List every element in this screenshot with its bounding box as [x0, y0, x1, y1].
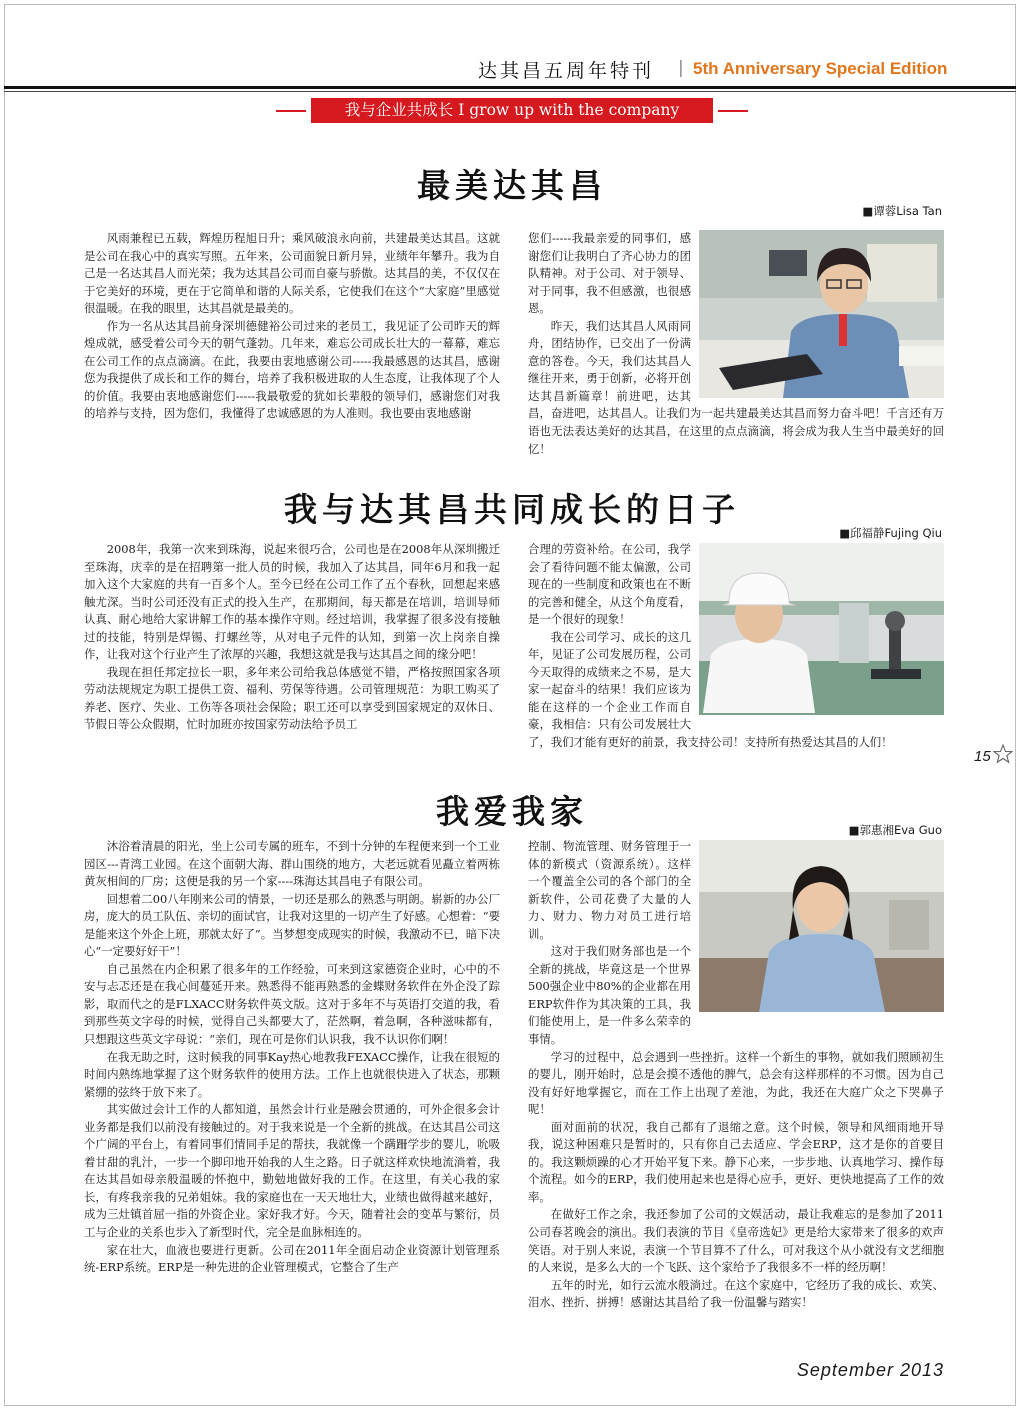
paragraph: 作为一名从达其昌前身深圳德健裕公司过来的老员工，我见证了公司昨天的辉煌成就，感受着公司今天的朝气蓬勃。几年来，难忘公司成长壮大的一幕幕，难忘在公司工作的点点滴滴。在此，我要由衷地感谢公司-----我最感恩的达其昌，感谢您为我提供了成长和工作的舞台，培养了我积极进取的人生态度，让我体现了个人的价值。我要由衷地感谢您们-----我最敬爱的犹如长辈般的领导们，感谢您们对我的培养与支持，因为您们，我懂得了忠诚感恩的为人准则。我也要由衷地感谢 — [84, 318, 500, 421]
paragraph: 面对面前的状况，我自己都有了退缩之意。这个时候，领导和风细雨地开导我，说这种困难只是暂时的，只有你自己去适应、学会ERP，这才是你的首要目的。我这颗烦躁的心才开始平复下来。静下心来，一步步地、认真地学习、操作每个流程。如今的ERP，我们使用起来也是得心应手，更好、更快地提高了工作的效率。 — [528, 1119, 944, 1204]
article-2-title: 我与达其昌共同成长的日子 — [284, 490, 740, 529]
lisa-tan-photo — [699, 230, 944, 398]
article-1-left-column — [84, 230, 500, 455]
fujing-qiu-photo — [699, 543, 944, 715]
article-3-left-column — [84, 838, 500, 1326]
paragraph: 您们-----我最亲爱的同事们，感谢您们让我明白了齐心协力的团队精神。对于公司、对于领导、对于同事，我不但感激，也很感恩。 — [528, 231, 691, 316]
header-rule-thin — [4, 91, 1016, 92]
magazine-title-en: 5th Anniversary Special Edition — [693, 59, 948, 78]
article-1-author: ■谭蓉Lisa Tan — [862, 204, 942, 218]
paragraph: 其实做过会计工作的人都知道，虽然会计行业是融会贯通的，可外企很多会计业务都是我们以前没有接触过的。对于我来说是一个全新的挑战。在达其昌公司这个广阔的平台上，有着同事们情同手足的帮扶，我就像一个蹒跚学步的婴儿，吮吸着甘甜的乳汁，一步一个脚印地开始我的人生之路。日子就这样欢快地流淌着，我在达其昌如母亲般温暖的怀抱中，勤勉地做好我的工作。在这里，有关心我的家长，有疼我亲我的兄弟姐妹。我的家庭也在一天天地壮大，业绩也做得越来越好，成为三灶镇首屈一指的外资企业。家好我才好。今天，随着社会的变革与繁衍，员工与企业的关系也步入了新型时代，完全是血脉相连的。 — [84, 1102, 500, 1240]
section-banner: 我与企业共成长 I grow up with the company — [311, 98, 713, 123]
paragraph: 学习的过程中，总会遇到一些挫折。这样一个新生的事物，就如我们照顾初生的婴儿，刚开始时，总是会摸不透他的脾气，总会有这样那样的不习惯。因为自己没有好好地掌握它，而在工作上出现了差池，为此，我还在大庭广众之下哭鼻子呢！ — [528, 1049, 944, 1117]
banner-rule-left — [276, 110, 306, 112]
article-2-author: ■邱福静Fujing Qiu — [839, 526, 942, 540]
paragraph: 五年的时光，如行云流水般淌过。在这个家庭中，它经历了我的成长、欢笑、泪水、挫折、拼搏！感谢达其昌给了我一份温馨与踏实！ — [528, 1277, 944, 1310]
paragraph: 昨天，我们达其昌人风雨同舟，团结协作，已交出了一份满意的答卷。今天，我们达其昌人继往开来，勇于创新，必将开创达其昌新篇章！前进吧，达其昌，奋进吧，达其昌人。让我们为一起共建最美达其昌而努力奋斗吧！千言还有万语也无法表达美好的达其昌，在这里的点点滴滴，将会成为我人生当中最美好的回忆！ — [528, 318, 944, 455]
paragraph: 这对于我们财务部也是一个全新的挑战，毕竟这是一个世界500强企业中80%的企业都在用ERP软件作为其决策的工具，我们能使用上，是一件多么荣幸的事情。 — [528, 944, 691, 1047]
issue-date: September 2013 — [796, 1360, 944, 1380]
paragraph: 在我无助之时，这时候我的同事Kay热心地教我FEXACC操作，让我在很短的时间内熟练地掌握了这个财务软件的使用方法。工作上也就很快进入了状态，那颗紧绷的弦终于放下来了。 — [84, 1049, 500, 1099]
article-3-author: ■郭惠湘Eva Guo — [848, 823, 942, 837]
magazine-title-cn: 达其昌五周年特刊 — [478, 60, 655, 82]
eva-guo-photo — [699, 840, 944, 1012]
article-1-right-column — [528, 230, 944, 455]
paragraph: 我在公司学习、成长的这几年，见证了公司发展历程，公司今天取得的成绩来之不易，是大家一起奋斗的结果！我们应该为能在这样的一个企业工作而自豪，我相信：只有公司发展壮大了，我们才能有更好的前景，我支持公司！支持所有热爱达其昌的人们！ — [528, 629, 893, 750]
paragraph: 家在壮大，血液也要进行更新。公司在2011年全面启动企业资源计划管理系统-ERP系统。ERP是一种先进的企业管理模式，它整合了生产 — [84, 1242, 500, 1275]
header-rule-thick — [4, 86, 1016, 89]
header-separator: | — [678, 58, 684, 78]
page-number: 15 — [974, 748, 991, 765]
paragraph: 2008年，我第一次来到珠海，说起来很巧合，公司也是在2008年从深圳搬迁至珠海，庆幸的是在招聘第一批人员的时候，我加入了达其昌，同年6月和我一起加入这个大家庭的共有一百多个人。至今已经在公司工作了五个春秋，回想起来感触尤深。当时公司还没有正式的投入生产，在那期间，每天都是在培训，培训导师认真、耐心地给大家讲解工作的基本操作守则。经过培训，我掌握了很多没有接触过的技能，特别是焊锡、打螺丝等，从对电子元件的认知，到第一次上岗亲自操作，让我对这个行业产生了浓厚的兴趣，我想这就是我与达其昌之间的缘分吧！ — [84, 542, 500, 662]
article-3-right-column — [528, 838, 944, 1326]
article-3-title: 我爱我家 — [436, 792, 588, 831]
paragraph: 风雨兼程已五载，辉煌历程旭日升；乘风破浪永向前，共建最美达其昌。这就是公司在我心中的真实写照。五年来，公司面貌日新月异，业绩年年攀升。我为自己是一名达其昌人而光荣；我为达其昌公司而自豪与骄傲。达其昌的美，不仅仅在于它美好的环境，更在于它简单和谐的人际关系，它使我们在这个“大家庭”里感觉很温暖。在我的眼里，达其昌就是最美的。 — [84, 231, 500, 316]
article-1-title: 最美达其昌 — [417, 166, 607, 205]
paragraph: 自己虽然在内企积累了很多年的工作经验，可来到这家德资企业时，心中的不安与忐忑还是在我心间蔓延开来。熟悉得不能再熟悉的金蝶财务软件在外企没了踪影，取而代之的是FLXACC财务软件英文版。这对于多年不与英语打交道的我，看到那些英文字母的时候，觉得自己头都要大了，茫然啊，着急啊，各种滋味都有，只想跟这些英文字母说：“亲们，现在可是你们认识我，我不认识你们啊！ — [84, 961, 500, 1047]
paragraph: 控制、物流管理、财务管理于一体的新模式（资源系统）。这样一个覆盖全公司的各个部门的全新软件，公司花费了大量的人力、财力、物力对员工进行培训。 — [528, 839, 691, 941]
star-icon — [993, 744, 1013, 764]
paragraph: 合理的劳资补给。在公司，我学会了看待问题不能太偏激，公司现在的一些制度和政策也在不断的完善和健全，从这个角度看，是一个很好的现象！ — [528, 542, 691, 627]
paragraph: 我现在担任邦定拉长一职，多年来公司给我总体感觉不错，严格按照国家各项劳动法规规定为职工提供工资、福利、劳保等待遇。公司管理规范：为职工购买了养老、医疗、失业、工伤等各项社会保险；职工还可以享受到国家规定的双休日、节假日等公众假期，忙时加班亦按国家劳动法给予员工 — [84, 664, 500, 732]
article-2-left-column — [84, 541, 500, 753]
paragraph: 回想着二00八年刚来公司的情景，一切还是那么的熟悉与明朗。崭新的办公厂房，庞大的员工队伍、亲切的面试官，让我对这里的一切产生了好感。心想着：“要是能来这个外企上班，那就太好了”。当梦想变成现实的时候，我激动不已，暗下决心“一定要好好干”！ — [84, 891, 500, 959]
paragraph: 在做好工作之余，我还参加了公司的文娱活动，最让我难忘的是参加了2011公司春茗晚会的演出。我们表演的节目《皇帝选妃》更是给大家带来了很多的欢声笑语。对于别人来说，表演一个节目算不了什么，可对我这个从小就没有文艺细胞的人来说，是多么大的一个飞跃、这个家给予了我很多不一样的经历啊！ — [528, 1207, 944, 1275]
paragraph: 沐浴着清晨的阳光，坐上公司专属的班车，不到十分钟的车程便来到一个工业园区---青湾工业园。在这个面朝大海、群山围绕的地方，大老远就看见矗立着两栋黄灰相间的厂房；这便是我的另一个家----珠海达其昌电子有限公司。 — [84, 839, 500, 889]
banner-rule-right — [718, 110, 748, 112]
article-2-right-column — [528, 541, 944, 753]
